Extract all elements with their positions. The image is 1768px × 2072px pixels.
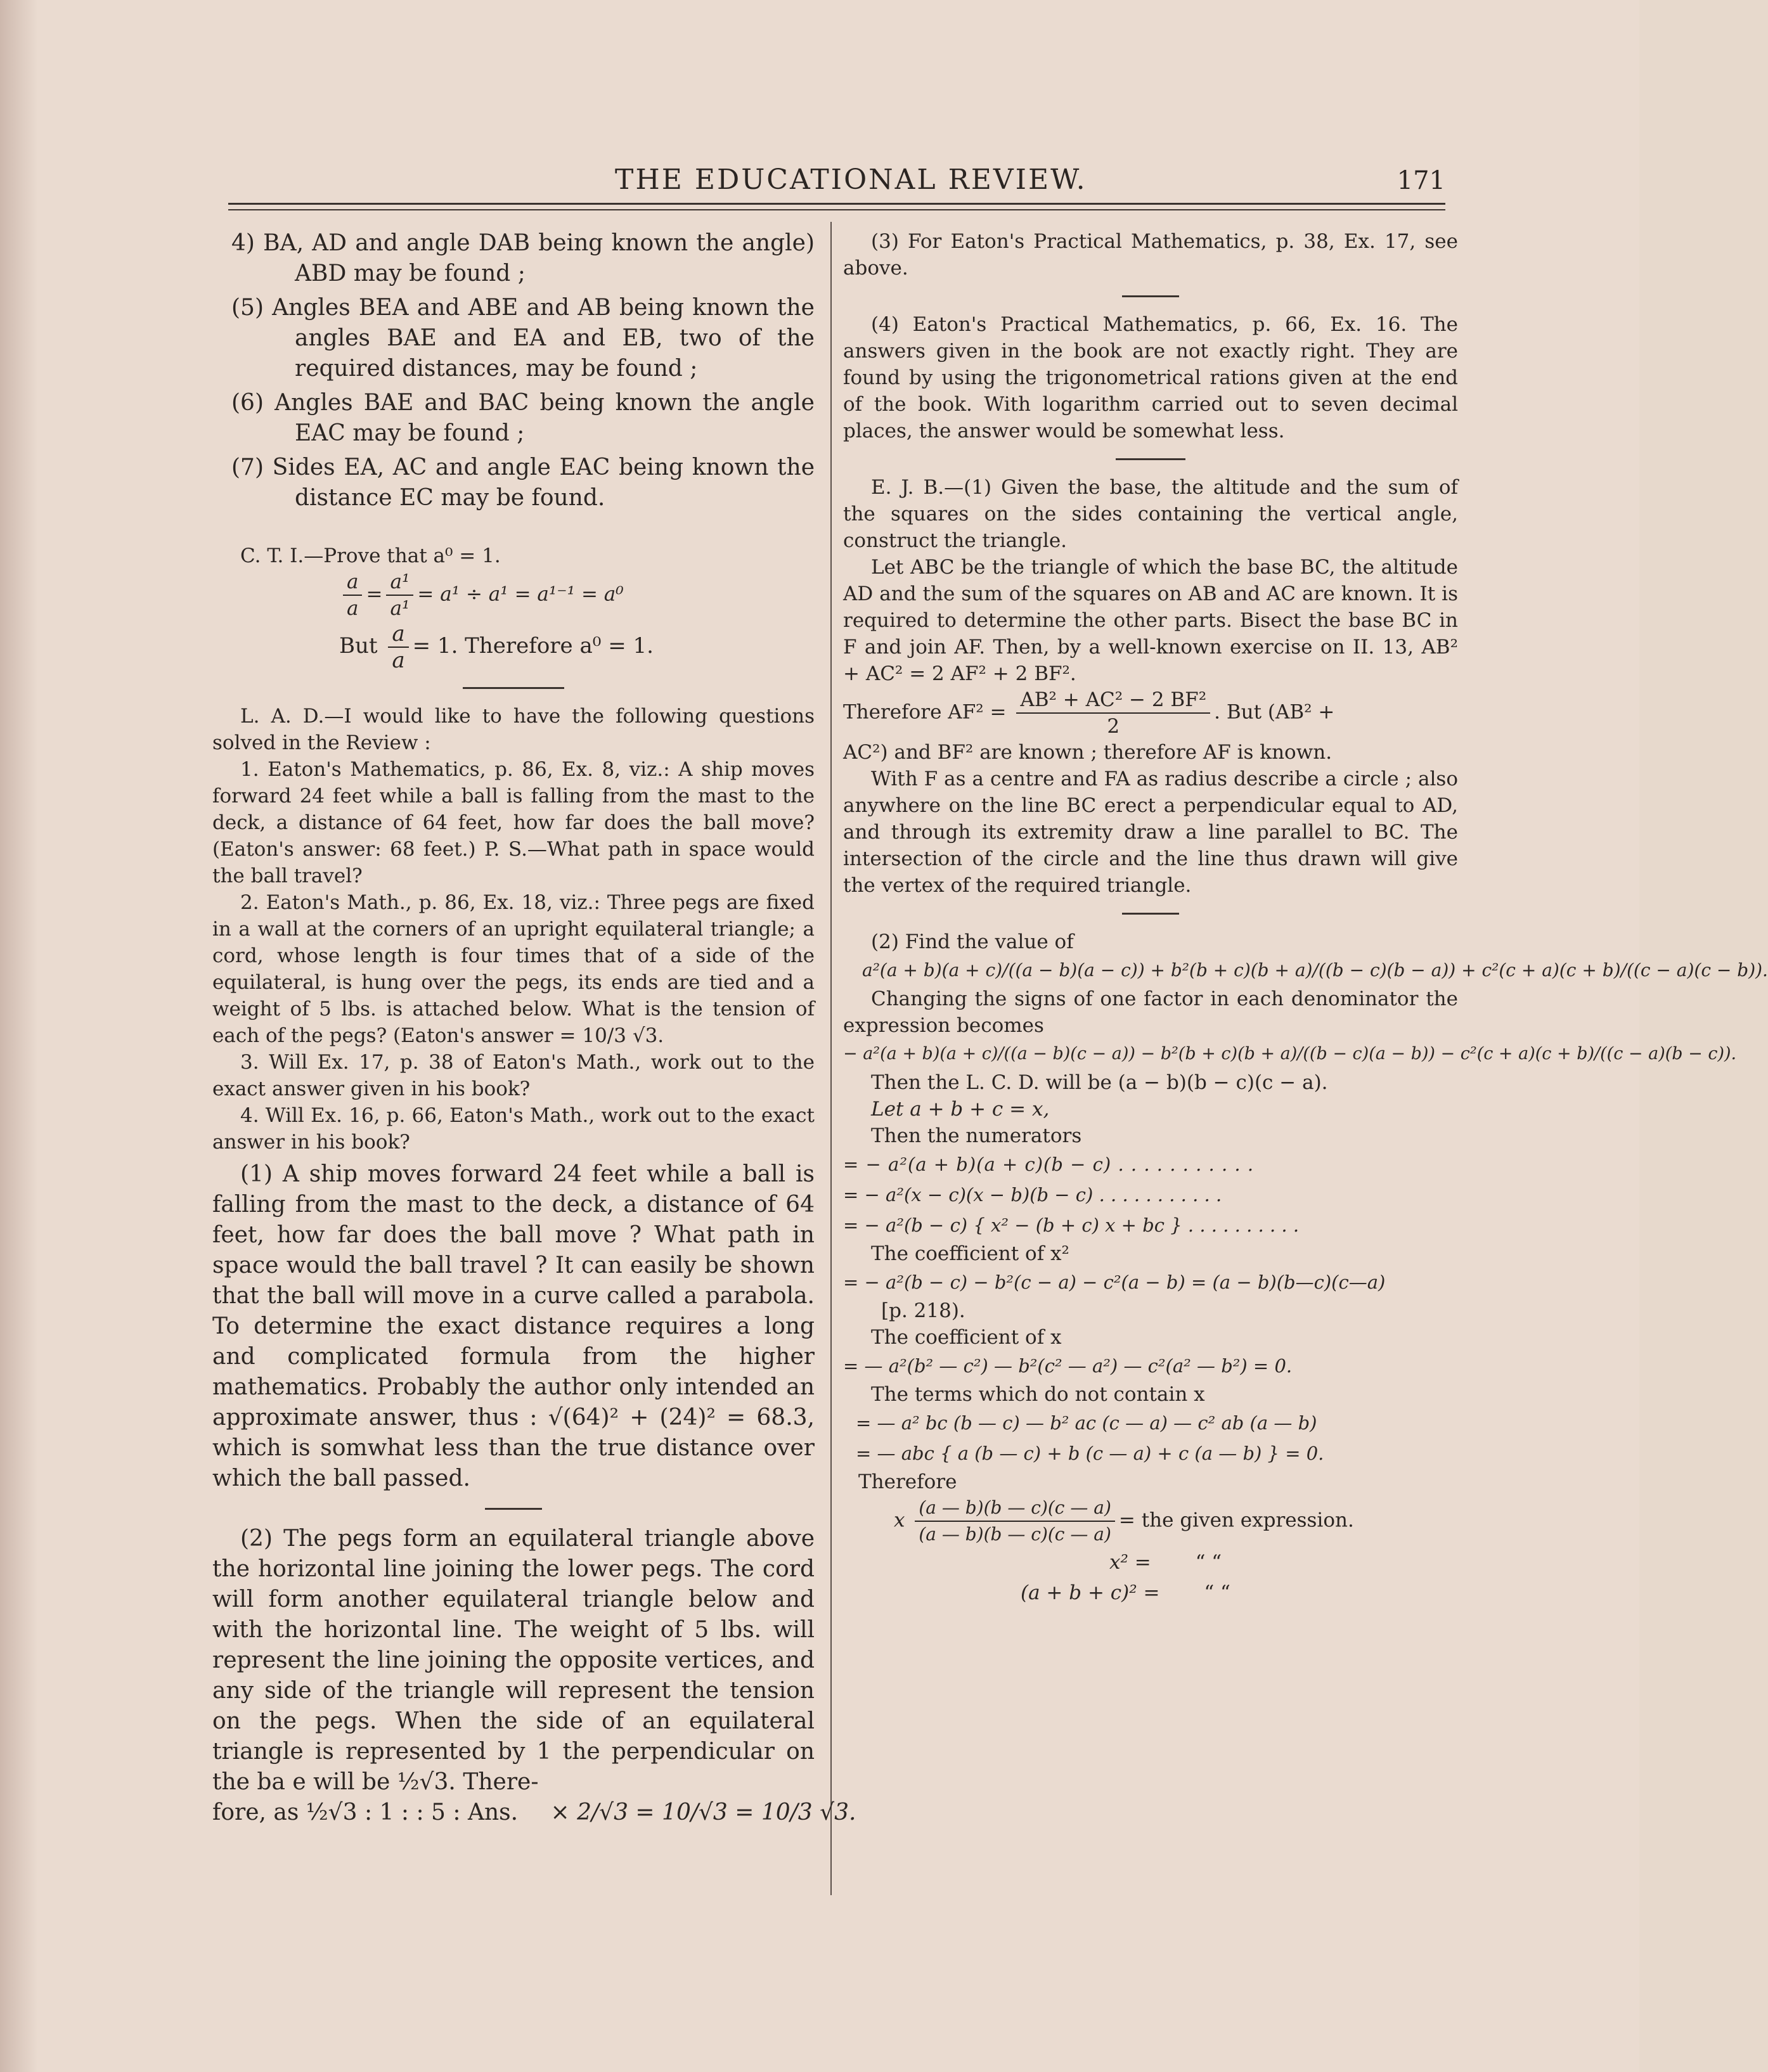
terms-eq: = — abc { a (b — c) + b (c — a) + c (a — b) } = 0.: [856, 1443, 1324, 1464]
fraction: [386, 569, 413, 621]
numerator-step: = − a²(a + b)(a + c)(b − c) . . . . . . . . . . .: [843, 1154, 1255, 1175]
lcd-line: Then the L. C. D. will be (a − b)(b − c)(c − a).: [871, 1071, 1328, 1094]
cti-equation: $\frac{a}{a}$ = $\frac{\text{a¹}}{\text{a¹}}$ = a¹ ÷ a¹ = a¹⁻¹ = a⁰: [212, 569, 815, 621]
therefore-text: Therefore AF² =: [843, 700, 1007, 724]
x-squared: x² =: [1109, 1551, 1151, 1574]
let-line: Let a + b + c = x,: [871, 1098, 1050, 1121]
column-separator: [830, 222, 832, 1895]
x-variable: x: [894, 1509, 905, 1532]
coef-x2-ref: [p. 218).: [881, 1299, 965, 1322]
section-divider: [485, 1508, 542, 1510]
denominator: a: [392, 648, 405, 673]
ejb-solution: Let ABC be the triangle of which the base BC, the altitude AD and the sum of the squares on AB and AC are known. It is required to determine the other parts. Bisect the base BC in F and join AF. Then, by a well-known exercise on II. 13, AB² + AC² = 2 AF² + 2 BF².: [843, 556, 1458, 685]
left-column: [212, 228, 856, 1828]
lad-question: 4. Will Ex. 16, p. 66, Eaton's Math., work out to the exact answer in his book?: [212, 1104, 815, 1154]
answer-2: (2) The pegs form an equilateral triangle above the horizontal line joining the lower pegs. The cord will form another equilateral triangle below and with the horizontal line. The weight of 5 lbs. will represent the line joining the opposite vertices, and any side of the triangle will represent the tension on the pegs. When the side of an equilateral triangle is represented by 1 the perpendicular on the ba e will be ½√3. There-: [212, 1526, 815, 1795]
expression-1: a²(a + b)(a + c)/((a − b)(a − c)) + b²(b + c)(b + a)/((b − c)(b − a)) + c²(c + a)(c + b)/((c − a)(c − b)).: [862, 960, 1768, 981]
list-item: (7) Sides EA, AC and angle EAC being known the distance EC may be found.: [231, 454, 815, 511]
but-text: . But (AB² +: [1214, 700, 1335, 724]
numerator: a: [343, 569, 362, 596]
numerator-step: = − a²(b − c) { x² − (b + c) x + bc } . . . . . . . . . .: [843, 1214, 1300, 1236]
equation-tail: = a¹ ÷ a¹ = a¹⁻¹ = a⁰: [417, 582, 624, 606]
fraction: [388, 621, 408, 673]
therefore-line: Therefore: [858, 1470, 957, 1493]
answer-1: (1) A ship moves forward 24 feet while a ball is falling from the mast to the deck, a distance of 64 feet, how far does the ball move ? What path in space would the ball travel ? It can easily be shown that the ball will move in a curve called a parabola. To determine the exact distance requires a long and complicated formula from the higher mathematics. Probably the author only intended an approximate answer, thus : √(64)² + (24)² = 68.3, which is somwhat less than the true distance over which the ball passed.: [212, 1161, 815, 1491]
list-item: (5) Angles BEA and ABE and AB being known the angles BAE and EA and EB, two of the required distances, may be found ;: [231, 295, 815, 382]
ejb-construction: With F as a centre and FA as radius describe a circle ; also anywhere on the line BC erect a perpendicular equal to AD, and through its extremity draw a line parallel to BC. The intersection of the circle and the line thus drawn will give the vertex of the required triangle.: [843, 768, 1458, 897]
ditto-marks: “ “: [1195, 1551, 1222, 1574]
header-rule-thin: [228, 209, 1445, 210]
header-rule-thick: [228, 203, 1445, 205]
sum-squared: (a + b + c)² =: [1021, 1581, 1160, 1604]
coef-x-heading: The coefficient of x: [871, 1326, 1062, 1349]
terms-heading: The terms which do not contain x: [871, 1383, 1205, 1406]
terms-eq: = — a² bc (b — c) — b² ac (c — a) — c² ab (a — b): [856, 1412, 1317, 1434]
answer-2-final: [212, 1798, 856, 1828]
given-expression-text: = the given expression.: [1118, 1509, 1354, 1532]
ejb-known: AC²) and BF² are known ; therefore AF is known.: [843, 741, 1332, 764]
journal-title: THE EDUCATIONAL REVIEW.: [615, 164, 1087, 196]
lad-question: 1. Eaton's Mathematics, p. 86, Ex. 8, viz.: A ship moves forward 24 feet while a ball is falling from the mast to the deck, a distance of 64 feet, how far does the ball move? (Eaton's answer: 68 feet.) P. S.—What path in space would the ball travel?: [212, 758, 815, 887]
numerator-step: = − a²(x − c)(x − b)(b − c) . . . . . . . . . . .: [843, 1184, 1222, 1206]
coef-x2-heading: The coefficient of x²: [871, 1242, 1069, 1265]
final-expression: [843, 1495, 1458, 1547]
numerator: a¹: [386, 569, 413, 596]
denominator: a: [347, 597, 359, 620]
answer-3: (3) For Eaton's Practical Mathematics, p. 38, Ex. 17, see above.: [843, 230, 1458, 280]
cti-conclusion: [212, 621, 815, 673]
proportion-text: fore, as ½√3 : 1 : : 5 : Ans.: [212, 1799, 519, 1825]
section-divider: [1116, 458, 1185, 460]
right-column: [843, 228, 1768, 1608]
denominator: a¹: [390, 597, 410, 620]
coef-x2-eq: = − a²(b − c) − b²(c − a) − c²(a − b) = (a − b)(b—c)(c—a): [843, 1271, 1386, 1293]
numerator: AB² + AC² − 2 BF²: [1016, 687, 1210, 714]
change-signs: Changing the signs of one factor in each denominator the expression becomes: [843, 988, 1458, 1037]
numerator: a: [388, 621, 408, 648]
section-divider: [1122, 913, 1179, 915]
page-edge-shadow: [0, 0, 38, 2072]
final-equation: × 2/√3 = 10/√3 = 10/3 √3.: [550, 1799, 856, 1825]
list-item: (6) Angles BAE and BAC being known the angle EAC may be found ;: [231, 390, 815, 446]
answer-4: (4) Eaton's Practical Mathematics, p. 66, Ex. 16. The answers given in the book are not exactly right. They are found by using the trigonometrical rations given at the end of the book. With logarithm carried out to seven decimal places, the answer would be somewhat less.: [843, 313, 1458, 442]
q2-heading: (2) Find the value of: [871, 930, 1074, 953]
numerators-heading: Then the numerators: [871, 1124, 1082, 1147]
denominator: 2: [1107, 715, 1120, 738]
ditto-line: [843, 1547, 1458, 1578]
coef-x-eq: = — a²(b² — c²) — b²(c² — a²) — c²(a² — b²) = 0.: [843, 1355, 1293, 1377]
denominator: (a — b)(b — c)(c — a): [919, 1524, 1111, 1545]
running-header: [228, 158, 1445, 203]
lad-intro: L. A. D.—I would like to have the following questions solved in the Review :: [212, 705, 815, 754]
ditto-line: [843, 1578, 1458, 1608]
ejb-problem: E. J. B.—(1) Given the base, the altitude and the sum of the squares on the sides containing the vertical angle, construct the triangle.: [843, 476, 1458, 552]
but-word: But: [339, 633, 378, 659]
page-number: 171: [1397, 166, 1445, 195]
conclusion-text: = 1. Therefore a⁰ = 1.: [412, 633, 654, 659]
expression-2: − a²(a + b)(a + c)/((a − b)(c − a)) − b²(b + c)(b + a)/((b − c)(a − b)) − c²(c + a)(c + b)/((c − a)(b − c)).: [843, 1044, 1737, 1064]
fraction: [1016, 687, 1210, 739]
section-divider: [1122, 295, 1179, 297]
lad-question: 3. Will Ex. 17, p. 38 of Eaton's Math., work out to the exact answer given in his book?: [212, 1051, 815, 1100]
section-divider: [463, 687, 564, 689]
lad-question: 2. Eaton's Math., p. 86, Ex. 18, viz.: Three pegs are fixed in a wall at the corners of an upright equilateral triangle; a cord, whose length is four times that of a side of the equilateral, is hung over the pegs, its ends are tied and a weight of 5 lbs. is attached below. What is the tension of each of the pegs? (Eaton's answer = 10/3 √3.: [212, 891, 815, 1047]
list-item: 4) BA, AD and angle DAB being known the angle) ABD may be found ;: [231, 230, 815, 286]
cti-heading: C. T. I.—Prove that a⁰ = 1.: [240, 544, 501, 567]
fraction: [343, 569, 362, 621]
ditto-marks: “ “: [1204, 1581, 1230, 1604]
numerator: (a — b)(b — c)(c — a): [915, 1495, 1115, 1522]
ejb-formula: [843, 687, 1458, 739]
fraction: [915, 1495, 1115, 1547]
